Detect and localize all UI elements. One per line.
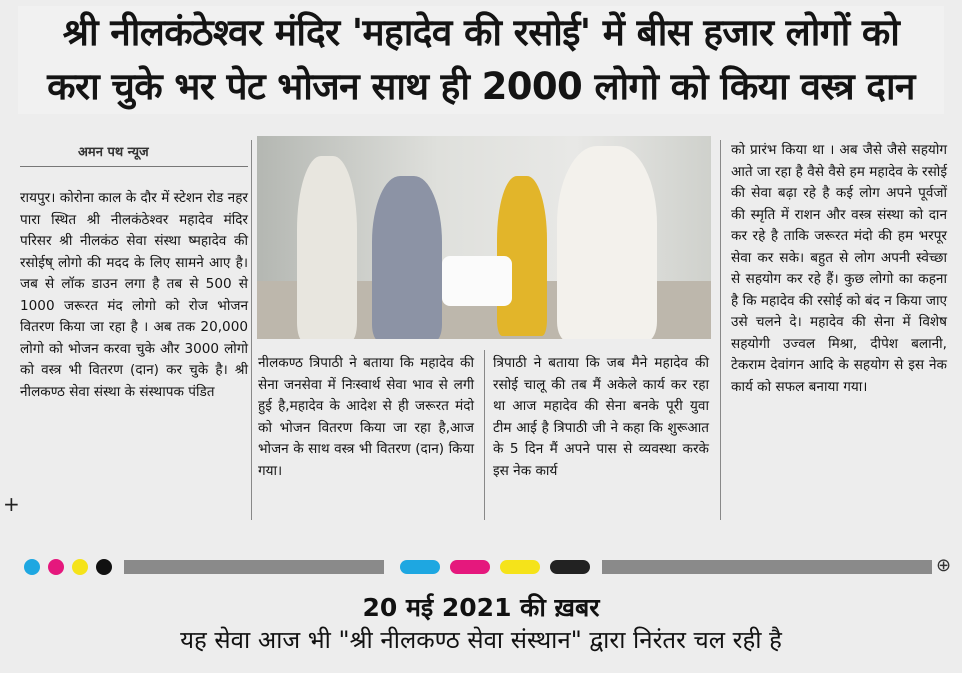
column-4-text: को प्रारंभ किया था । अब जैसे जैसे सहयोग आते जा रहा है वैसे वैसे हम महादेव के रसोई की सेवा बढ़ा रहे है कई लोग अपने पूर्वजों की स्मृति में राशन और वस्त्र संस्था को दान कर रहे है ताकि जरूरत मंदो की हम भरपूर सेवा कर सके। बहुत से लोग अपनी स्वेच्छा से सहयोग कर रहे हैं। कुछ लोगो का कहना है कि महादेव की रसोई को बंद न किया जाए उसे चलने दे। महादेव की सेना में विशेष सहयोगी उज्वल मिश्रा, दीपेश बलानी, टेकराम देवांगन आदि के सहयोग से इस नेक कार्य को सफल बनाया गया। — [731, 142, 947, 395]
print-color-strip — [20, 556, 950, 578]
column-divider — [251, 140, 252, 520]
headline-line-1: श्री नीलकंठेश्वर मंदिर 'महादेव की रसोई' में बीस हजार लोगों को — [62, 11, 900, 54]
magenta-bar — [450, 560, 490, 574]
headline-line-2: करा चुके भर पेट भोजन साथ ही 2000 लोगो को किया वस्त्र दान — [47, 65, 915, 108]
column-divider — [484, 350, 485, 520]
cyan-dot — [24, 559, 40, 575]
grey-bar — [602, 560, 932, 574]
column-2-text: नीलकण्ठ त्रिपाठी ने बताया कि महादेव की सेना जनसेवा में निःस्वार्थ सेवा भाव से लगी हुई है,महादेव के आदेश से ही जरूरत मंदो को भोजन वितरण किया जा रहा है,आज भोजन के साथ वस्त्र भी वितरण (दान) किया गया। — [258, 355, 474, 479]
person-figure — [297, 156, 357, 339]
article-column-1 — [20, 188, 248, 403]
article-column-3 — [493, 353, 709, 482]
registration-mark-icon: ⊕ — [936, 555, 952, 576]
byline: अमन पथ न्यूज — [20, 142, 248, 167]
black-dot — [96, 559, 112, 575]
person-figure — [557, 146, 657, 339]
news-photo — [257, 136, 711, 339]
article-column-2 — [258, 353, 474, 482]
yellow-bar — [500, 560, 540, 574]
footer-note: यह सेवा आज भी "श्री नीलकण्ठ सेवा संस्थान" द्वारा निरंतर चल रही है — [180, 626, 782, 654]
crop-mark-icon: + — [3, 492, 20, 516]
column-1-text: रायपुर। कोरोना काल के दौर में स्टेशन रोड नहर पारा स्थित श्री नीलकंठेश्वर महादेव मंदिर परिसर श्री नीलकंठ सेवा संस्था ष्महादेव की रसोईष् लोगो की मदद के लिए सामने आए है। जब से लॉक डाउन लगा है तब से 500 से 1000 जरूरत मंद लोगो को रोज भोजन वितरण किया जा रहा है । अब तक 20,000 लोगो को भोजन करवा चुके और 3000 लोगो को वस्त्र भी वितरण (दान) कर चुके है। श्री नीलकण्ठ सेवा संस्था के संस्थापक पंडित — [20, 190, 248, 400]
footer-date: 20 मई 2021 की ख़बर — [362, 593, 600, 622]
grey-bar — [124, 560, 384, 574]
person-figure — [372, 176, 442, 339]
column-divider — [720, 140, 721, 520]
cloth-bundle — [442, 256, 512, 306]
yellow-dot — [72, 559, 88, 575]
black-bar — [550, 560, 590, 574]
article-column-4 — [731, 140, 947, 398]
cyan-bar — [400, 560, 440, 574]
news-headline — [18, 6, 944, 114]
magenta-dot — [48, 559, 64, 575]
column-3-text: त्रिपाठी ने बताया कि जब मैने महादेव की रसोई चालू की तब मैं अकेले कार्य कर रहा था आज महादेव की सेना बनके पूरी युवा टीम आई है त्रिपाठी जी ने कहा कि शुरूआत के 5 दिन मैं अपने पास से व्यवस्था करके इस नेक कार्य — [493, 355, 709, 479]
